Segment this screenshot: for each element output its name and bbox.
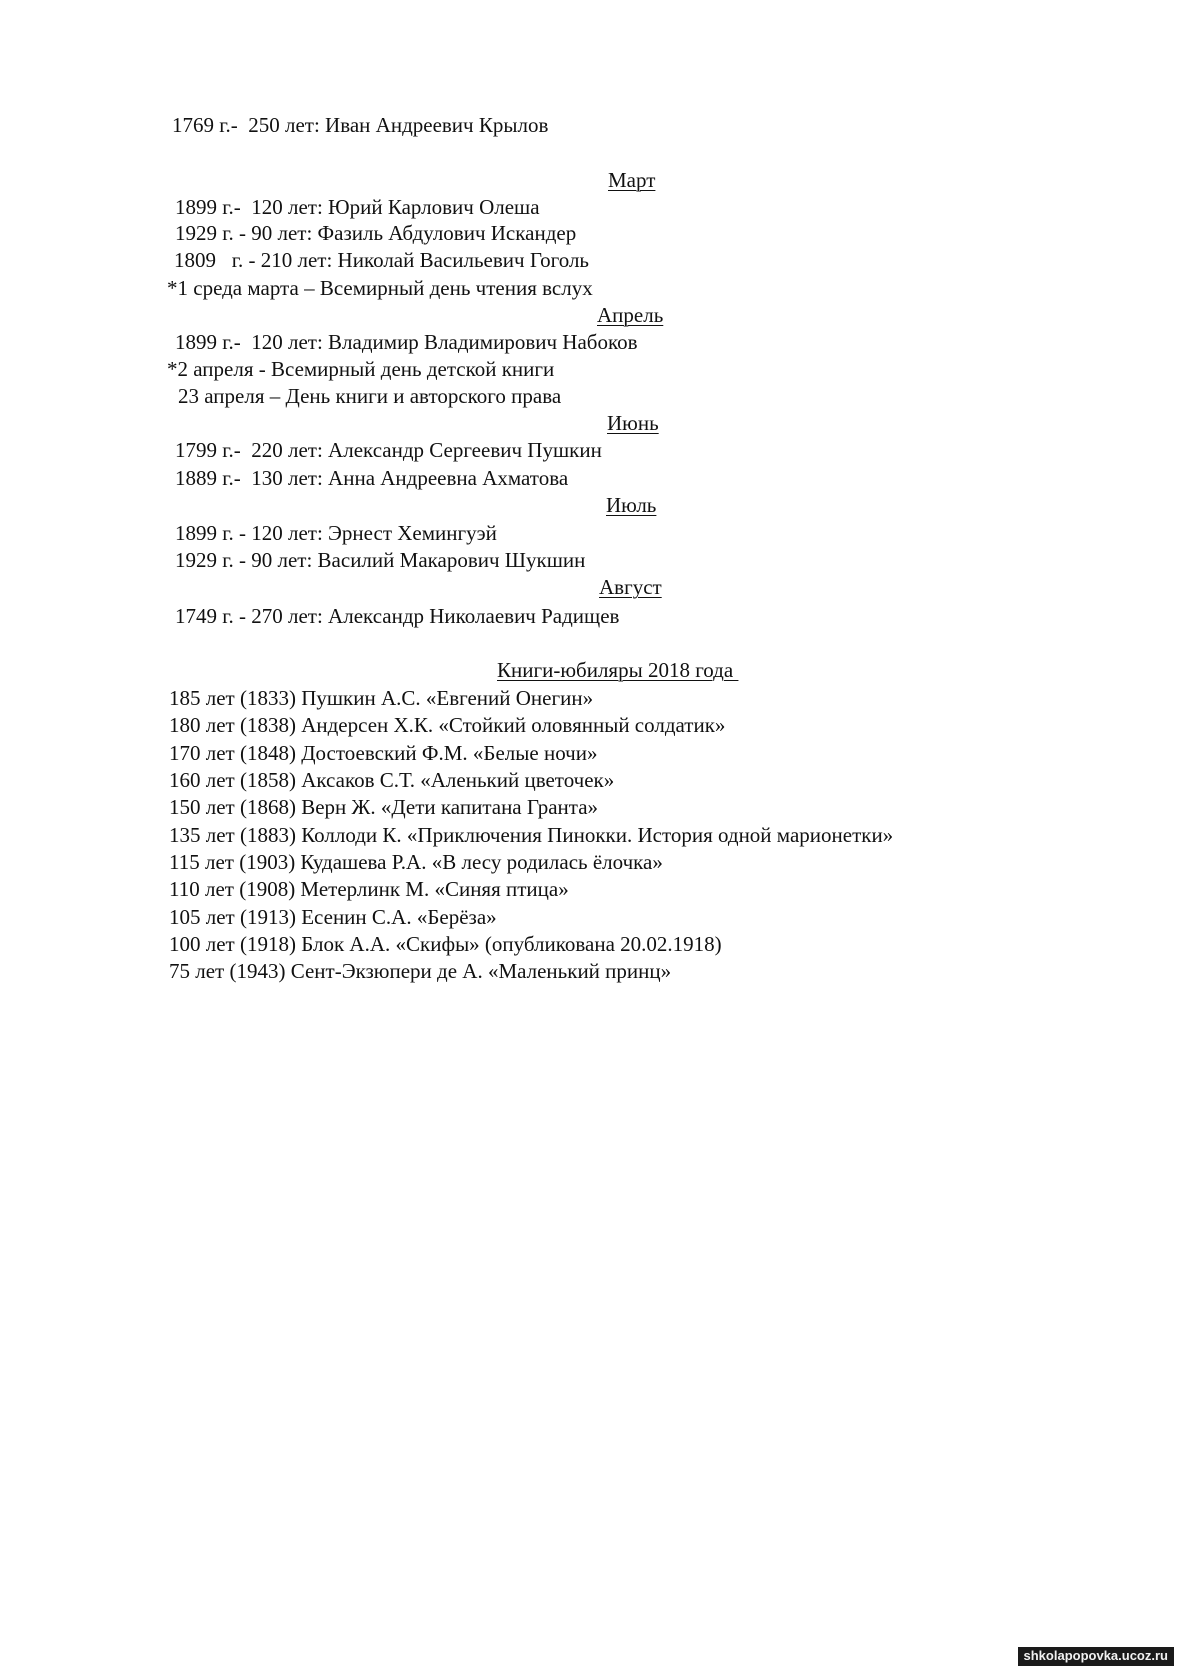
books-line-7: 115 лет (1903) Кудашева Р.А. «В лесу родилась ёлочка» [169, 850, 663, 874]
books-line-5: 150 лет (1868) Верн Ж. «Дети капитана Гранта» [169, 795, 599, 819]
june-line-1: 1799 г.- 220 лет: Александр Сергеевич Пушкин [175, 438, 602, 462]
march-line-4: *1 среда марта – Всемирный день чтения вслух [167, 276, 593, 300]
june-line-2: 1889 г.- 130 лет: Анна Андреевна Ахматова [175, 466, 569, 490]
april-line-3: 23 апреля – День книги и авторского права [178, 384, 562, 408]
heading-march: Март [608, 168, 656, 192]
july-line-2: 1929 г. - 90 лет: Василий Макарович Шукшин [175, 548, 586, 572]
books-line-9: 105 лет (1913) Есенин С.А. «Берёза» [169, 905, 497, 929]
heading-books: Книги-юбиляры 2018 года [497, 658, 739, 682]
books-line-1: 185 лет (1833) Пушкин А.С. «Евгений Онегин» [169, 686, 594, 710]
books-line-11: 75 лет (1943) Сент-Экзюпери де А. «Маленький принц» [169, 959, 672, 983]
heading-april: Апрель [597, 303, 664, 327]
books-line-10: 100 лет (1918) Блок А.А. «Скифы» (опубликована 20.02.1918) [169, 932, 722, 956]
march-line-2: 1929 г. - 90 лет: Фазиль Абдулович Искандер [175, 221, 577, 245]
books-line-8: 110 лет (1908) Метерлинк М. «Синяя птица» [169, 877, 569, 901]
heading-june: Июнь [607, 411, 659, 435]
march-line-3: 1809 г. - 210 лет: Николай Васильевич Гоголь [174, 248, 589, 272]
august-line-1: 1749 г. - 270 лет: Александр Николаевич Радищев [175, 604, 620, 628]
april-line-2: *2 апреля - Всемирный день детской книги [167, 357, 555, 381]
books-line-2: 180 лет (1838) Андерсен Х.К. «Стойкий оловянный солдатик» [169, 713, 726, 737]
books-line-4: 160 лет (1858) Аксаков С.Т. «Аленький цветочек» [169, 768, 615, 792]
intro-line-1: 1769 г.- 250 лет: Иван Андреевич Крылов [172, 113, 549, 137]
march-line-1: 1899 г.- 120 лет: Юрий Карлович Олеша [175, 195, 540, 219]
books-line-6: 135 лет (1883) Коллоди К. «Приключения Пинокки. История одной марионетки» [169, 823, 894, 847]
april-line-1: 1899 г.- 120 лет: Владимир Владимирович Набоков [175, 330, 638, 354]
books-line-3: 170 лет (1848) Достоевский Ф.М. «Белые ночи» [169, 741, 598, 765]
heading-july: Июль [606, 493, 657, 517]
heading-august: Август [599, 575, 662, 599]
site-watermark: shkolapopovka.ucoz.ru [1018, 1647, 1174, 1666]
july-line-1: 1899 г. - 120 лет: Эрнест Хемингуэй [175, 521, 497, 545]
